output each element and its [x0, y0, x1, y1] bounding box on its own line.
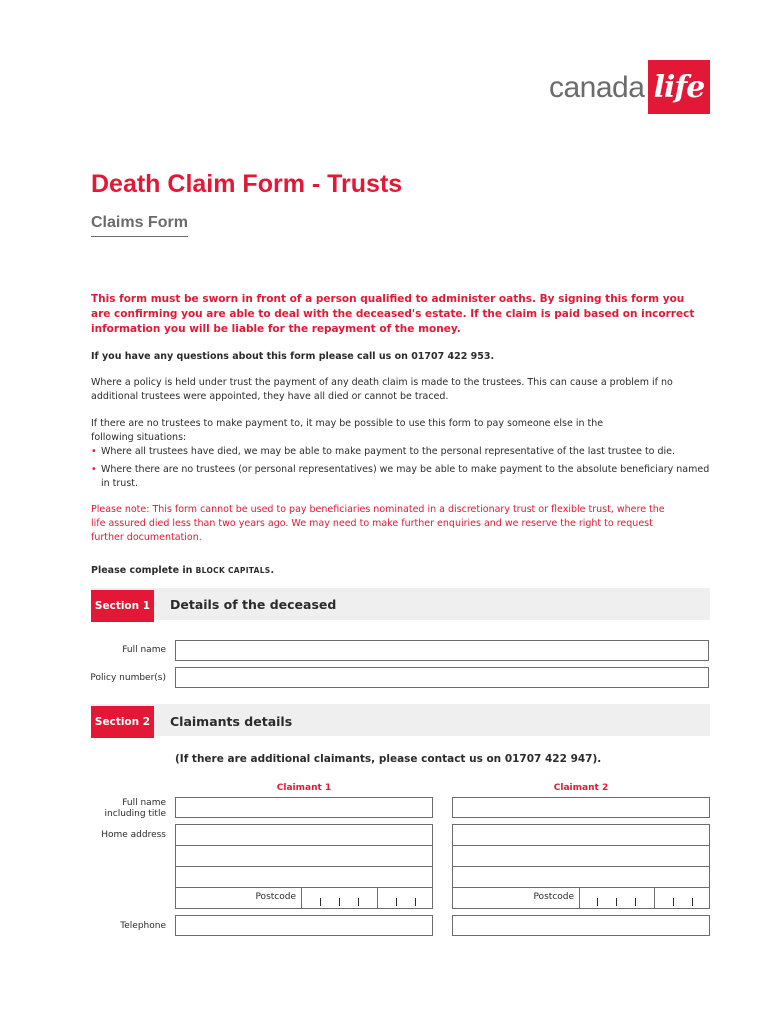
deceased-full-name-field[interactable]	[175, 640, 709, 661]
policy-number-field[interactable]	[175, 667, 709, 688]
claimant2-heading: Claimant 2	[553, 783, 609, 793]
claimant1-heading: Claimant 1	[276, 783, 332, 793]
claimant2-telephone-field[interactable]	[452, 915, 710, 936]
section2-tag: Section 2	[91, 706, 154, 738]
postcode-divider	[579, 887, 580, 909]
postcode-tick	[673, 898, 674, 906]
full-name-label: Full name	[122, 645, 166, 655]
home-address-label: Home address	[101, 830, 166, 840]
claimant2-postcode-label: Postcode	[533, 892, 574, 902]
claimant-full-name-label: Full name including title	[104, 798, 166, 819]
claimant1-telephone-field[interactable]	[175, 915, 433, 936]
section1-title: Details of the deceased	[170, 597, 337, 612]
logo-mark: life	[648, 60, 710, 114]
page-title: Death Claim Form - Trusts	[91, 170, 403, 198]
claimant2-full-name-field[interactable]	[452, 797, 710, 818]
postcode-tick	[320, 898, 321, 906]
questions-line: If you have any questions about this form please call us on 01707 422 953.	[91, 351, 495, 362]
section1-tag: Section 1	[91, 590, 154, 622]
no-trustees-paragraph: If there are no trustees to make payment to, it may be possible to use this form to pay someone else in the following situations:	[91, 418, 604, 443]
postcode-tick	[635, 898, 636, 906]
block-capitals-instruction: Please complete in BLOCK CAPITALS.	[91, 565, 275, 576]
postcode-tick	[339, 898, 340, 906]
section2-title: Claimants details	[170, 714, 293, 729]
trust-paragraph: Where a policy is held under trust the payment of any death claim is made to the trustees. This can cause a problem if no additional trustees were appointed, they have all died or cannot be traced.	[91, 377, 673, 402]
postcode-divider	[654, 887, 655, 909]
postcode-tick	[692, 898, 693, 906]
claimant1-postcode-label: Postcode	[255, 892, 296, 902]
postcode-tick	[597, 898, 598, 906]
postcode-tick	[415, 898, 416, 906]
postcode-tick	[616, 898, 617, 906]
logo-wordmark: canada	[549, 71, 645, 104]
additional-claimants-note: (If there are additional claimants, please contact us on 01707 422 947).	[175, 753, 602, 765]
list-item: • Where all trustees have died, we may be able to make payment to the personal representative of the last trustee to die.	[91, 445, 711, 459]
oath-warning: This form must be sworn in front of a person qualified to administer oaths. By signing this form you are confirming you are able to deal with the deceased's estate. If the claim is paid based on incorrect information you will be liable for the repayment of the money.	[91, 293, 695, 335]
page-subtitle: Claims Form	[91, 214, 188, 237]
list-item: • Where there are no trustees (or personal representatives) we may be able to make payment to the absolute beneficiary named in trust.	[91, 463, 711, 491]
telephone-label: Telephone	[120, 921, 166, 931]
postcode-tick	[358, 898, 359, 906]
claimant1-full-name-field[interactable]	[175, 797, 433, 818]
policy-number-label: Policy number(s)	[90, 673, 166, 683]
postcode-divider	[301, 887, 302, 909]
postcode-divider	[377, 887, 378, 909]
please-note: Please note: This form cannot be used to pay beneficiaries nominated in a discretionary trust or flexible trust, where the life assured died less than two years ago. We may need to make further enquiries and we reserve the right to request further documentation.	[91, 504, 665, 543]
postcode-tick	[396, 898, 397, 906]
